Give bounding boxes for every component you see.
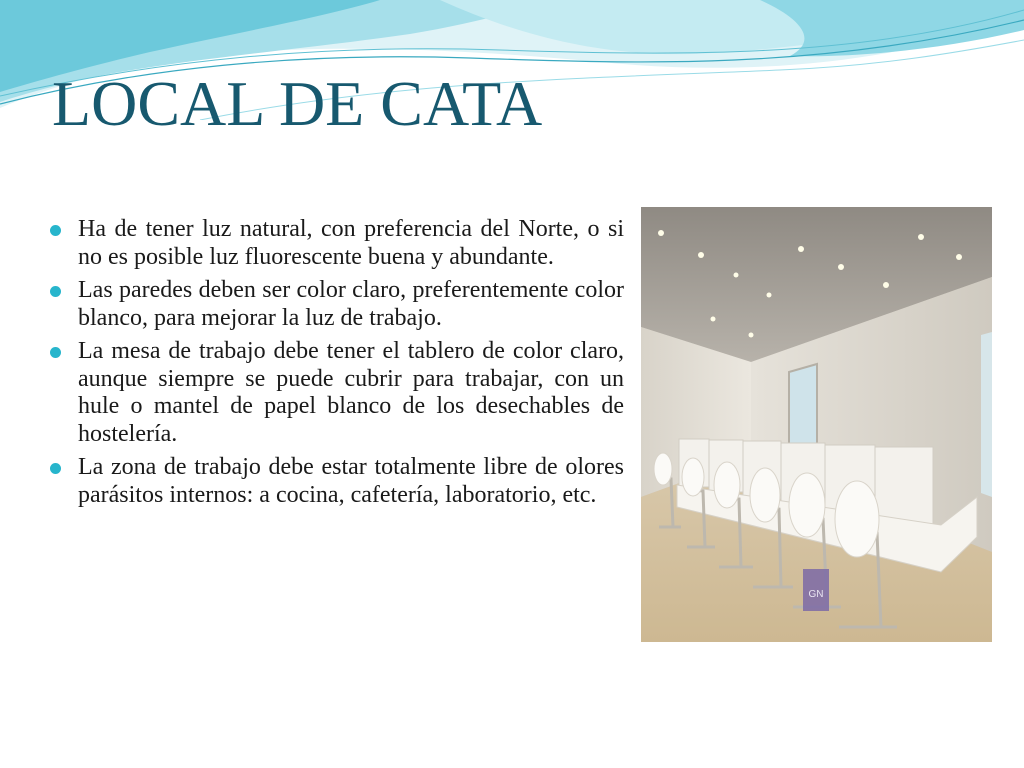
bullet-text: La mesa de trabajo debe tener el tablero de color claro, aunque siempre se puede cubrir para trabajar, con un hule o mantel de papel blanco de los desechables de hostelería. xyxy=(78,338,624,447)
slide-title: LOCAL DE CATA xyxy=(52,68,543,139)
bullet-icon xyxy=(50,286,61,297)
bullet-icon xyxy=(50,463,61,474)
bullet-list xyxy=(48,216,624,515)
photo-logo-text: GN xyxy=(808,589,824,600)
bullet-icon xyxy=(50,347,61,358)
bullet-item xyxy=(48,338,624,448)
tasting-room-photo xyxy=(641,207,992,642)
bullet-icon xyxy=(50,225,61,236)
bullet-item xyxy=(48,454,624,509)
bullet-item xyxy=(48,216,624,271)
bullet-item xyxy=(48,277,624,332)
bullet-text: Las paredes deben ser color claro, preferentemente color blanco, para mejorar la luz de trabajo. xyxy=(78,277,624,331)
bullet-text: Ha de tener luz natural, con preferencia del Norte, o si no es posible luz fluorescente buena y abundante. xyxy=(78,216,624,270)
bullet-text: La zona de trabajo debe estar totalmente libre de olores parásitos internos: a cocina, cafetería, laboratorio, etc. xyxy=(78,454,624,508)
